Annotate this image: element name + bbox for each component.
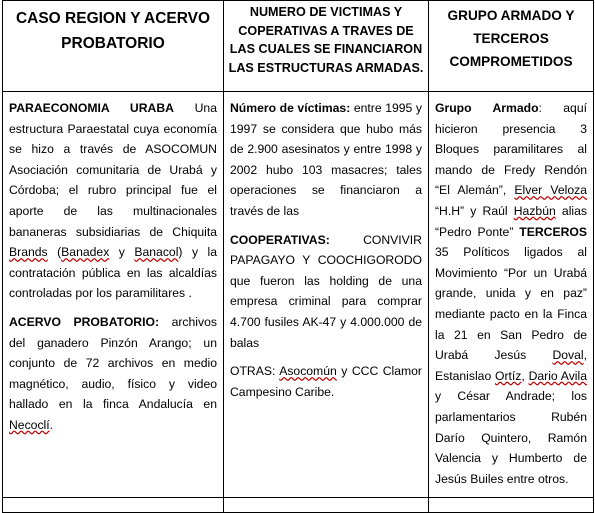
header-numero-victimas bbox=[224, 1, 429, 92]
terceros-text-end: y César Andrade; los parlamentarios Rubén Darío Quintero, Ramón Valencia y Humberto de Jesús Builes entre otros. bbox=[435, 389, 587, 486]
word-ortiz: Ortíz bbox=[495, 368, 522, 383]
grupo-paragraph bbox=[435, 98, 587, 489]
content-row bbox=[3, 92, 594, 498]
empty-cell-2 bbox=[224, 498, 429, 513]
header-numero-victimas-text: NUMERO DE VICTIMAS Y COPERATIVAS A TRAVES DE LAS CUALES SE FINANCIARON LAS ESTRUCTURAS ARMADAS. bbox=[228, 5, 424, 75]
acervo-text-end: . bbox=[49, 417, 54, 432]
victimas-paragraph bbox=[230, 98, 422, 222]
word-doval: Doval bbox=[552, 348, 584, 363]
header-caso-region: CASO REGION Y ACERVO PROBATORIO bbox=[3, 1, 224, 92]
paraeconomia-text: Una estructura Paraestatal cuya economía se hizo a través de ASOCOMUN Asociación comunitaria de Urabá y Córdoba; el rubro principal fue el aporte de las multinacionales bananeras subsidiarias de Chiquita bbox=[9, 101, 217, 239]
word-banadex: Banadex bbox=[61, 245, 110, 260]
word-elver-veloza: Elver Veloza bbox=[514, 183, 587, 198]
empty-cell-1 bbox=[3, 498, 224, 513]
cell-grupo-armado bbox=[429, 92, 594, 498]
cell-numero-victimas bbox=[224, 92, 429, 498]
paraeconomia-paragraph bbox=[9, 98, 217, 304]
word-asocomun: Asocomún bbox=[279, 364, 337, 379]
header-row bbox=[3, 1, 594, 92]
text-sep: ( bbox=[47, 245, 62, 260]
word-hazbun: Hazbún bbox=[513, 203, 556, 218]
terceros-text: , bbox=[521, 368, 529, 383]
word-dario-avila: Dario Avila bbox=[528, 368, 587, 383]
acervo-text: archivos del ganadero Pinzón Arango; un conjunto de 72 archivos en medio magnético, audio, físico y video hallado en la finca Andalucía en bbox=[9, 314, 217, 412]
empty-row bbox=[3, 498, 594, 513]
cooperativas-text: CONVIVIR PAPAGAYO Y COOCHIGORODO que fueron las holding de una empresa criminal para comprar 4.700 fusiles AK-47 y 4.000.000 de balas bbox=[230, 232, 422, 350]
terceros-text: 35 Políticos ligados al Movimiento “Por un Urabá grande, unida y en paz” mediante pacto en la Finca la 21 en San Pedro de Urabá Jesús bbox=[435, 245, 587, 363]
terceros-text: , Estanislao bbox=[435, 348, 587, 383]
header-grupo-armado: GRUPO ARMADO Y TERCEROS COMPROMETIDOS bbox=[429, 1, 594, 92]
paraeconomia-text-end: ) y la contratación pública en las alcaldías controladas por los paramilitares . bbox=[9, 245, 217, 301]
word-banacol: Banacol bbox=[134, 245, 179, 260]
grupo-armado-label: Grupo Armado bbox=[435, 101, 539, 115]
text-sep: y bbox=[109, 245, 135, 260]
cooperativas-paragraph bbox=[230, 230, 422, 354]
probatory-table bbox=[2, 0, 594, 513]
acervo-label: ACERVO PROBATORIO: bbox=[9, 314, 160, 329]
victimas-text: entre 1995 y 1997 se considera que hubo más de 2.900 asesinatos y entre 1998 y 2002 hubo 103 masacres; tales operaciones se financiaron a través de las bbox=[230, 101, 422, 218]
victimas-label: Número de víctimas: bbox=[230, 101, 351, 115]
paraeconomia-label: PARAECONOMIA URABA bbox=[9, 101, 174, 115]
word-necocli: Necoclí bbox=[9, 417, 50, 432]
word-brands: Brands bbox=[9, 245, 48, 260]
otras-text: y CCC Clamor Campesino Caribe. bbox=[230, 364, 422, 399]
grupo-text: : aquí hicieron presencia 3 Bloques paramilitares al mando de Fredy Rendón “El Alemán”, bbox=[435, 101, 587, 198]
empty-cell-3 bbox=[429, 498, 594, 513]
grupo-text: alias “Pedro Ponte” bbox=[435, 203, 587, 239]
cooperativas-label: COOPERATIVAS: bbox=[230, 232, 330, 247]
otras-label: OTRAS: bbox=[230, 364, 280, 379]
otras-paragraph bbox=[230, 361, 422, 402]
terceros-label: TERCEROS bbox=[519, 224, 587, 239]
acervo-paragraph bbox=[9, 312, 217, 436]
grupo-text: “H.H” y Raúl bbox=[435, 203, 514, 218]
cell-caso-region bbox=[3, 92, 224, 498]
